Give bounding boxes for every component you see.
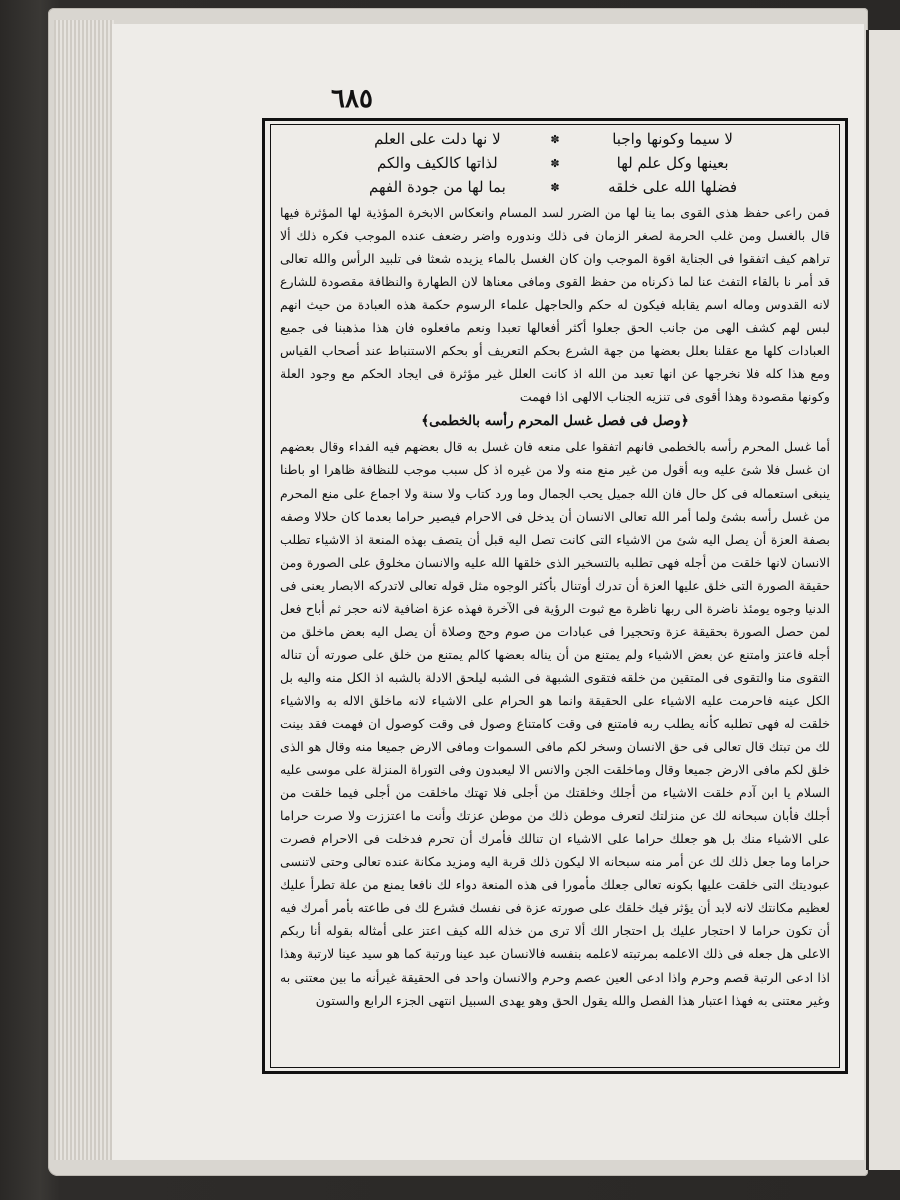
body-paragraph: فمن راعى حفظ هذى القوى بما ينا لها من الضرر لسد المسام وانعكاس الابخرة المؤذية لها المؤثرة فيها قال بالغسل ومن غلب الحرمة لصغر الزمان فى ذلك وندوره واضر رضعف عنده الموجب فكره ذلك ألا تراهم كيف اتفقوا فى الجناية اقوة الموجب وان كان الغسل بالماء يزيده شعثا فى تلبيد الرأس والله تعالى قد أمر نا بالقاء التفث عنا لما ذكرناه من حفظ القوى ومافى معناها لان الطهارة والنظافة مقصودة للشارع لانه القدوس وماله اسم يقابله فيكون له حكم والحاجهل علماء الرسوم حكمة هذه العبادة من حيث انهم لبس لهم كشف الهى من جانب الحق جعلوا أكثر أفعالها تعبدا ونعم مافعلوه فان هذا مذهبنا فى جميع العبادات كلها مع عقلنا بعلل بعضها من جهة الشرع بحكم التعريف أو بحكم الاستنباط عند أصحاب القياس ومع هذا كله فلا نخرجها عن انها تعبد من الله اذ كانت العلل غير مؤثرة فى ايجاد الحكم مع وجود العلة وكونها مقصودة وهذا أقوى فى تنزيه الجناب الالهى اذا فهمت [280, 205, 830, 405]
text-block [276, 126, 834, 1066]
poem-verse [342, 152, 767, 175]
poem-verse [342, 176, 767, 199]
poem-separator: ✽ [550, 181, 560, 194]
poem-hemistich-right: بعينها وكل علم لها [616, 154, 729, 172]
poem-hemistich-left: بما لها من جودة الفهم [369, 178, 506, 196]
facing-page-edge [866, 30, 900, 1170]
poem-separator: ✽ [550, 133, 560, 146]
poem-verse [342, 128, 767, 151]
poem-hemistich-left: لذاتها كالكيف والكم [377, 154, 498, 172]
poem [276, 128, 834, 199]
page-number: ٦٨٥ [331, 84, 373, 114]
poem-hemistich-right: لا سيما وكونها واجبا [612, 130, 733, 148]
body-paragraph: أما غسل المحرم رأسه بالخطمى فانهم اتفقوا على منعه فان غسل به قال بعضهم فيه الفداء وقال بعضهم ان غسل فلا شئ عليه وبه أقول من غير منع منه ولا من غيره اذ كل سبب موجب للنظافة ظاهرا او باطنا ينبغى استعماله فى كل حال فان الله جميل يحب الجمال وما ورد كتاب ولا سنة ولا اجماع على منع المحرم من غسل رأسه بشئ ولما أمر الله تعالى الانسان أن يدخل فى الاحرام فيصير حراما بعدما كان حلالا وصفه بصفة العزة أن يصل اليه شئ من الاشياء التى كانت تصل اليه قبل أن يتصف بهذه المنعة اذ الاشياء تطلب الانسان لانها خلقت من أجله فهى تطلبه بالتسخير الذى خلقها الله عليه والانسان مخلوق على الصورة ومن حقيقة الصورة التى خلق عليها العزة أن تدرك أوتنال بأكثر الوجوه مثل قوله تعالى لاتدركه الابصار يعنى فى الدنيا وجوه يومئذ ناضرة الى ربها ناظرة مع ثبوت الرؤية فى الآخرة فهذه عزة اضافية لانه حجر ثم أباح فعل لمن حصل الصورة بحقيقة عزة وتحجيرا فى عبادات من صوم وحج وصلاة أن يصل اليه بعض ماخلق من أجله فاعتز وامتنع عن بعض الاشياء ولم يمتنع من أن يناله بعضها كالم يمتنع من خلق على صورته أن تناله التقوى منا والتقوى فى المتقين من خلقه فتقوى الشبهة فى الشبه ليلحق الادلة بالشبه اذ الكل منه واليه بل الكل عينه فاحرمت عليه الاشياء على الحقيقة وانما هو الحرام على الاشياء لانه ماخلق الاله به والاشياء خلقت له فهى تطلبه كأنه يطلب ربه فامتنع فى وقت كامتناع وصول فى وقت كوصول ان فهمت فقد بينت لك من تبتك قال تعالى فى حق الانسان وسخر لكم مافى السموات ومافى الارض جميعا منه وقال هو الذى خلق لكم مافى الارض جميعا وقال وماخلقت الجن والانس الا ليعبدون وفى التوراة المنزلة على موسى عليه السلام يا ابن آدم خلقت الاشياء من أجلك وخلقتك من أجلى فلا تهتك ماخلقت من أجلى فيما خلقت من أجلك فأبان سبحانه لك عن منزلتك لتعرف موطن ذلك من موطن عزتك وأنت ما اعتززت ولا صرت حراما على الاشياء منك بل هو جعلك حراما على الاشياء ان تنالك فأمرك أن تحرم فدخلت فى الاحرام فصرت حراما وما جعل ذلك لك عن أمر منه سبحانه الا ليكون ذلك قربة اليه ومزيد مكانة عنده تعالى وحتى لاتنسى عبوديتك التى خلقت عليها بكونه تعالى جعلك مأمورا فى هذه المنعة دواء لك نافعا يمنع من علة تطرأ عليك لعظيم مكانتك لانه لابد أن يؤثر فيك خلقك على صورته عزة فى نفسك فشرع لك فى طاعته بأمر أمرك فيه أن تكون حراما لا احتجار عليك بل احتجار الك ألا ترى من خذله الله كيف اعتز على أمثاله بقوله أنا ربكم الاعلى هل جعله فى ذلك الاعلمه بمرتبته لاعلمه بنفسه فالانسان عبد عينا ورتبة كما هو سيد عينا لارتبة وهذا اذا ادعى الرتبة قصم وحرم واذا ادعى العين عصم وحرم والانسان واحد فى الحقيقة غيرأنه ما بين معتنى به وغير معتنى به فهذا اعتبار هذا الفصل والله يقول الحق وهو يهدى السبيل انتهى الجزء الرابع والستون [280, 439, 830, 1008]
section-heading: ﴿وصل فى فصل غسل المحرم رأسه بالخطمى﴾ [421, 413, 689, 430]
page-edges [54, 20, 114, 1160]
poem-hemistich-left: لا نها دلت على العلم [374, 130, 501, 148]
poem-hemistich-right: فضلها الله على خلقه [608, 178, 738, 196]
poem-separator: ✽ [550, 157, 560, 170]
